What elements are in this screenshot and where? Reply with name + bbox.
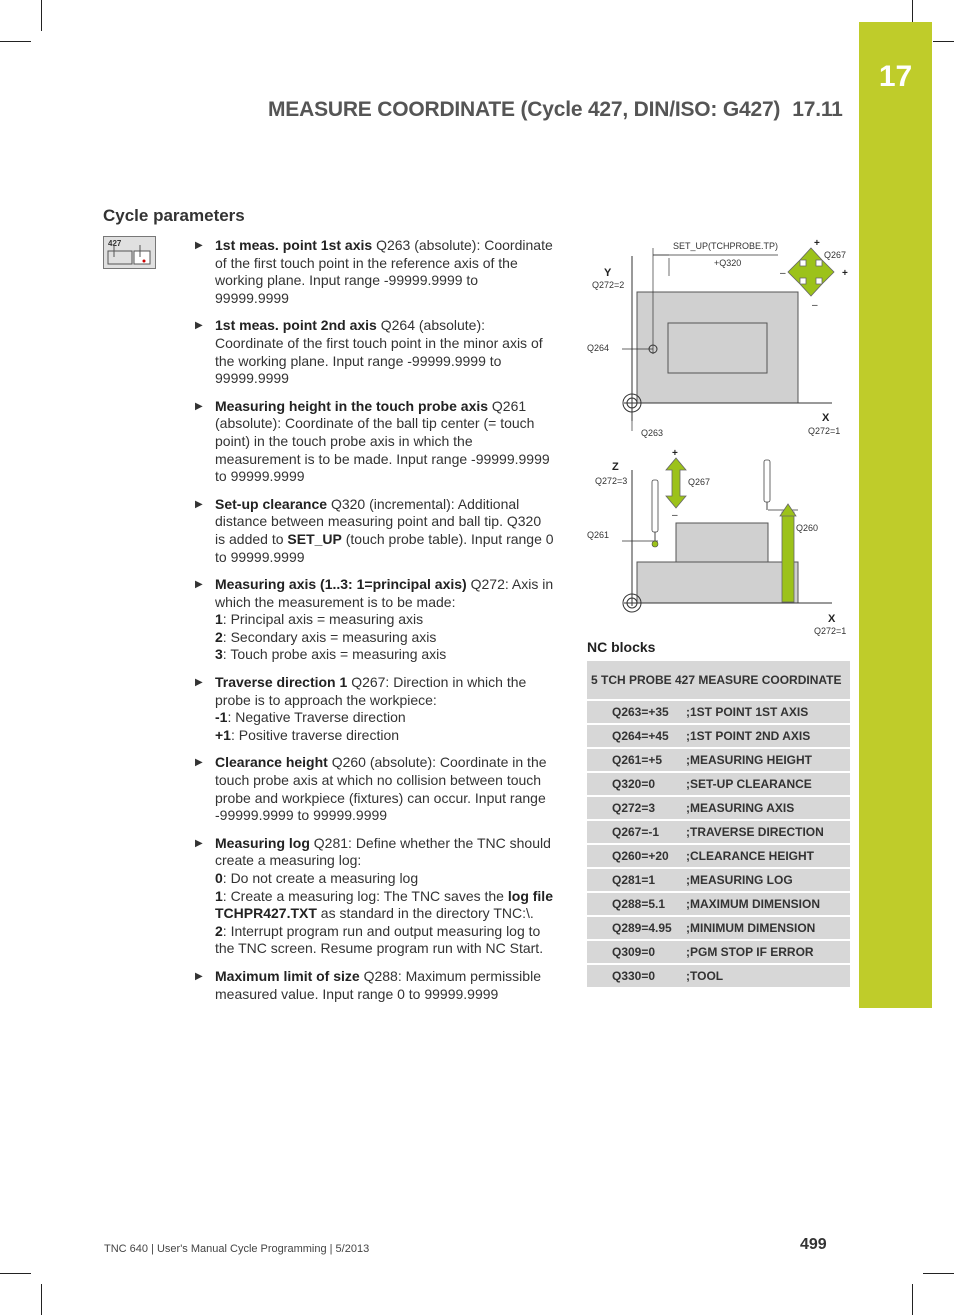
crop-mark	[912, 1284, 913, 1315]
setup-label: SET_UP(TCHPROBE.TP)	[673, 241, 779, 251]
nc-comment-cell: ;MEASURING HEIGHT	[686, 748, 850, 772]
param-term: Traverse direction 1	[215, 674, 348, 691]
minus-label: –	[672, 510, 678, 521]
q272-1-label: Q272=1	[808, 426, 841, 436]
param-q264	[195, 317, 555, 387]
nc-blocks-table	[587, 661, 850, 989]
bullet-arrow-icon: ▶	[195, 677, 203, 689]
param-q261	[195, 398, 555, 486]
option-text: : Positive traverse direction	[230, 726, 400, 743]
q263-label: Q263	[641, 428, 664, 438]
nc-comment-cell: ;MEASURING AXIS	[686, 796, 850, 820]
nc-param-cell: Q330=0	[587, 964, 686, 988]
nc-comment-cell: ;PGM STOP IF ERROR	[686, 940, 850, 964]
param-q281	[195, 835, 555, 958]
nc-comment-cell: ;CLEARANCE HEIGHT	[686, 844, 850, 868]
param-desc: Q320 (incremental): Additional distance between measuring point and ball tip. Q320 is added to	[215, 495, 542, 547]
table-row	[587, 661, 850, 700]
param-desc: Q281: Define whether the TNC should create a measuring log:	[215, 834, 551, 869]
option-value: 2	[215, 922, 223, 939]
nc-blocks-title: NC blocks	[587, 639, 656, 655]
crop-mark	[0, 1273, 31, 1274]
nc-param-cell: Q288=5.1	[587, 892, 686, 916]
param-q267	[195, 674, 555, 744]
nc-comment-cell: ;1ST POINT 2ND AXIS	[686, 724, 850, 748]
nc-param-cell: Q264=+45	[587, 724, 686, 748]
option-text: : Do not create a measuring log	[222, 870, 419, 886]
option-text: : Secondary axis = measuring axis	[222, 628, 437, 645]
chapter-tab	[859, 22, 932, 1008]
y-axis-label: Y	[604, 267, 612, 279]
plus-label: +	[672, 448, 678, 459]
nc-param-cell: Q289=4.95	[587, 916, 686, 940]
q267-label: Q267	[688, 477, 711, 487]
param-q260	[195, 754, 555, 824]
q260-label: Q260	[796, 523, 819, 533]
nc-comment-cell: ;MEASURING LOG	[686, 868, 850, 892]
table-row	[587, 916, 850, 940]
softkey-label: 427	[108, 239, 122, 248]
option-value: 1	[215, 611, 223, 628]
param-term: Maximum limit of size	[215, 967, 360, 984]
nc-param-cell: Q281=1	[587, 868, 686, 892]
bullet-arrow-icon: ▶	[195, 970, 203, 982]
option-text: as standard in the directory TNC:\.	[316, 905, 534, 922]
param-q263	[195, 237, 555, 307]
table-row	[587, 772, 850, 796]
header-section: 17.11	[792, 98, 843, 121]
option-value: 0	[215, 870, 223, 886]
side-view-diagram	[587, 448, 846, 636]
q261-label: Q261	[587, 530, 610, 540]
section-title: Cycle parameters	[103, 206, 245, 225]
page-header	[268, 98, 843, 122]
log-file-name: log file TCHPR427.TXT	[215, 887, 553, 922]
q264-label: Q264	[587, 343, 610, 353]
crop-mark	[933, 41, 954, 42]
header-title: MEASURE COORDINATE (Cycle 427, DIN/ISO: G427)	[268, 98, 781, 121]
bullet-arrow-icon: ▶	[195, 400, 203, 412]
nc-param-cell: Q261=+5	[587, 748, 686, 772]
bullet-arrow-icon: ▶	[195, 240, 203, 251]
param-term: 1st meas. point 1st axis	[215, 237, 373, 253]
bullet-arrow-icon: ▶	[195, 579, 203, 591]
param-q288	[195, 968, 555, 1003]
nc-comment-cell: ;TOOL	[686, 964, 850, 988]
crop-mark	[41, 0, 42, 31]
param-desc: Q263 (absolute): Coordinate of the first touch point in the reference axis of the working plane. Input range -99999.9999 to 99999.9999	[215, 237, 553, 306]
table-row	[587, 940, 850, 964]
softkey-graphic	[104, 237, 155, 268]
param-desc: Q260 (absolute): Coordinate in the touch probe axis at which no collision between touch probe and workpiece (fixtures) can occur. Input range -99999.9999 to 99999.9999	[215, 754, 547, 824]
nc-comment-cell: ;MAXIMUM DIMENSION	[686, 892, 850, 916]
plus-label: +	[814, 238, 820, 249]
bullet-arrow-icon: ▶	[195, 320, 203, 332]
option-value: -1	[215, 709, 228, 726]
option-value: 3	[215, 646, 223, 663]
param-desc: Q261 (absolute): Coordinate of the ball tip center (= touch point) in the touch probe axis in which the measurement is to be made. Input range -99999.9999 to 99999.9999	[215, 397, 550, 485]
bullet-arrow-icon: ▶	[195, 837, 203, 849]
crop-mark	[0, 41, 31, 42]
q272-2-label: Q272=2	[592, 280, 625, 290]
table-row	[587, 868, 850, 892]
crop-mark	[923, 1273, 954, 1274]
table-row	[587, 748, 850, 772]
option-value: 2	[215, 628, 223, 645]
bullet-arrow-icon: ▶	[195, 757, 203, 769]
double-arrow-icon	[666, 458, 686, 508]
x-axis-label: X	[822, 412, 830, 424]
option-text: : Principal axis = measuring axis	[222, 611, 424, 628]
param-term: Clearance height	[215, 754, 328, 771]
nc-param-cell: Q260=+20	[587, 844, 686, 868]
nc-head-cell: 5 TCH PROBE 427 MEASURE COORDINATE	[587, 661, 850, 700]
q272-3-label: Q272=3	[595, 476, 628, 486]
param-desc: Q267: Direction in which the probe is to approach the workpiece:	[215, 674, 527, 708]
top-view-diagram	[587, 238, 848, 438]
param-desc: Q272: Axis in which the measurement is to be made:	[215, 576, 554, 610]
minus-label: –	[780, 268, 786, 279]
option-text: : Touch probe axis = measuring axis	[222, 646, 447, 663]
chapter-number: 17	[878, 60, 913, 93]
option-value: +1	[215, 726, 231, 743]
touch-probe-icon	[764, 460, 770, 510]
param-term: Measuring height in the touch probe axis	[215, 397, 489, 414]
param-desc: (touch probe table). Input range 0 to 99999.9999	[215, 530, 554, 565]
param-desc: Q264 (absolute): Coordinate of the first touch point in the minor axis of the working plane. Input range -99999.9999 to 99999.9999	[215, 317, 543, 387]
touch-probe-icon	[652, 480, 658, 547]
table-row	[587, 796, 850, 820]
q320-label: +Q320	[714, 258, 742, 268]
option-text: : Create a measuring log: The TNC saves the	[222, 887, 508, 904]
q272-1-label: Q272=1	[814, 626, 847, 636]
nc-comment-cell: ;1ST POINT 1ST AXIS	[686, 700, 850, 724]
crop-mark	[912, 0, 913, 22]
nc-comment-cell: ;MINIMUM DIMENSION	[686, 916, 850, 940]
clearance-arrow-icon	[780, 504, 796, 602]
nc-param-cell: Q272=3	[587, 796, 686, 820]
nc-param-cell: Q320=0	[587, 772, 686, 796]
param-term: Measuring axis (1..3: 1=principal axis)	[215, 576, 467, 593]
table-row	[587, 700, 850, 724]
table-row	[587, 844, 850, 868]
param-desc: Q288: Maximum permissible measured value. Input range 0 to 99999.9999	[215, 967, 541, 1002]
table-row	[587, 820, 850, 844]
bullet-arrow-icon: ▶	[195, 498, 203, 510]
q267-label: Q267	[824, 250, 847, 260]
nc-param-cell: Q309=0	[587, 940, 686, 964]
param-q320	[195, 496, 555, 566]
crop-mark	[41, 1284, 42, 1315]
table-row	[587, 964, 850, 988]
option-text: : Negative Traverse direction	[227, 709, 406, 726]
param-q272	[195, 576, 555, 664]
nc-param-cell: Q267=-1	[587, 820, 686, 844]
table-row	[587, 724, 850, 748]
option-value: 1	[215, 887, 223, 904]
nc-comment-cell: ;TRAVERSE DIRECTION	[686, 820, 850, 844]
nc-param-cell: Q263=+35	[587, 700, 686, 724]
footer-text: TNC 640 | User's Manual Cycle Programming | 5/2013	[104, 1243, 370, 1255]
cycle-diagram	[584, 236, 854, 638]
param-term: Set-up clearance	[215, 495, 328, 512]
param-keyword: SET_UP	[287, 530, 342, 547]
plus-label: +	[842, 268, 848, 279]
page-number: 499	[800, 1236, 827, 1253]
minus-label: –	[812, 300, 818, 311]
table-row	[587, 892, 850, 916]
nc-comment-cell: ;SET-UP CLEARANCE	[686, 772, 850, 796]
z-axis-label: Z	[612, 461, 619, 473]
x-axis-label: X	[828, 613, 836, 625]
parameter-list	[195, 237, 555, 1013]
option-text: : Interrupt program run and output measuring log to the TNC screen. Resume program run with NC Start.	[215, 922, 544, 957]
param-term: 1st meas. point 2nd axis	[215, 317, 377, 334]
param-term: Measuring log	[215, 834, 310, 851]
cycle-softkey-icon	[103, 236, 156, 269]
